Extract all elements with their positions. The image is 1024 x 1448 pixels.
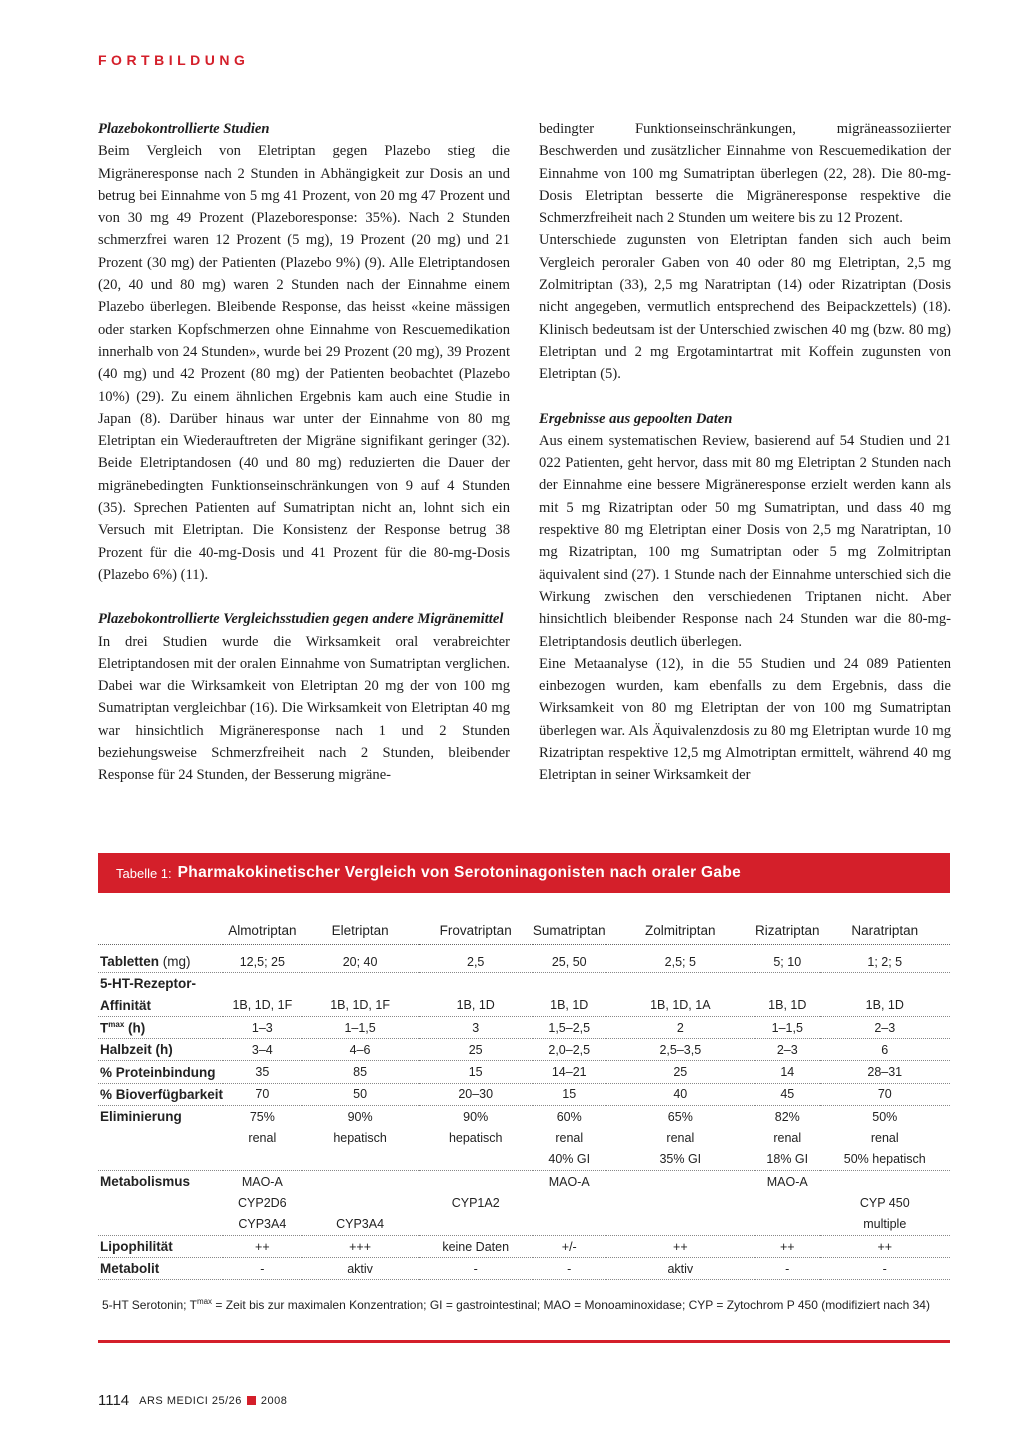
table-cell: MAO-A bbox=[766, 1174, 808, 1189]
table-cell bbox=[606, 1170, 755, 1192]
table-cell: 1,5–2,5 bbox=[533, 1016, 606, 1038]
row-label: Metabolit bbox=[98, 1258, 223, 1280]
table-row bbox=[98, 1192, 950, 1213]
table-cell: keine Daten bbox=[419, 1235, 533, 1257]
table-row bbox=[98, 1106, 950, 1128]
table-cell: 90% bbox=[347, 1109, 373, 1124]
table-cell: 50 bbox=[302, 1083, 419, 1105]
table-row bbox=[98, 1016, 950, 1038]
table-row bbox=[98, 1127, 950, 1148]
table-cell: 28–31 bbox=[820, 1061, 950, 1083]
pharmacokinetic-table bbox=[98, 916, 950, 1280]
table-cell bbox=[755, 1214, 820, 1236]
row-label: Halbzeit (h) bbox=[98, 1039, 223, 1061]
table-cell bbox=[419, 1214, 533, 1236]
table-cell: aktiv bbox=[302, 1258, 419, 1280]
table-row bbox=[98, 1235, 950, 1257]
table-cell bbox=[755, 1192, 820, 1213]
table-cell bbox=[302, 973, 419, 995]
column-header: Almotriptan bbox=[223, 916, 302, 945]
row-label: Affinität bbox=[98, 995, 223, 1017]
table-cell: 90% bbox=[463, 1109, 489, 1124]
table-cell: 14–21 bbox=[533, 1061, 606, 1083]
row-label bbox=[98, 1127, 223, 1148]
table-cell: 25 bbox=[606, 1061, 755, 1083]
table-cell: 15 bbox=[419, 1061, 533, 1083]
subheading: Plazebokontrollierte Vergleichsstudien gegen andere Migränemittel bbox=[98, 611, 504, 628]
row-label: $T^{max}$ (h) bbox=[98, 1016, 223, 1038]
table-cell bbox=[302, 1170, 419, 1192]
table-cell: 5; 10 bbox=[755, 945, 820, 973]
table-cell: 3 bbox=[419, 1016, 533, 1038]
table-cell: 50% hepatisch bbox=[820, 1149, 950, 1171]
table-row bbox=[98, 1039, 950, 1061]
journal-year: 2008 bbox=[260, 1394, 288, 1407]
table-cell: +/- bbox=[533, 1235, 606, 1257]
column-header: Eletriptan bbox=[302, 916, 419, 945]
left-column bbox=[98, 118, 510, 787]
row-label bbox=[98, 1214, 223, 1236]
table-cell: 50% bbox=[872, 1109, 898, 1124]
table-cell: 1B, 1D bbox=[533, 995, 606, 1017]
table-cell: CYP 450 bbox=[859, 1195, 910, 1210]
table-cell: - bbox=[755, 1258, 820, 1280]
table-cell: hepatisch bbox=[448, 1131, 503, 1146]
paragraph: bedingter Funktionseinschränkungen, migräneassoziierter Beschwerden und zusätzlicher Einnahme von Rescuemedikation der Einnahme von 100 mg Sumatriptan überlegen (22, 28). Die 80-mg-Dosis Eletriptan besserte die Migräneresponse respektive die Schmerzfreiheit nach 2 Stunden um weitere bis zu 12 Prozent. bbox=[539, 121, 951, 227]
table-cell: renal bbox=[248, 1131, 277, 1146]
table-cell: 4–6 bbox=[302, 1039, 419, 1061]
table-cell: renal bbox=[555, 1131, 584, 1146]
paragraph: Unterschiede zugunsten von Eletriptan fanden sich auch beim Vergleich peroraler Gaben von 40 oder 80 mg Eletriptan, 2,5 mg Zolmitriptan (33), 2,5 mg Naratriptan (14) oder Rizatriptan (Dosis nicht angegeben, vermutlich entsprechend des Beipackzettels) (18). Klinisch bedeutsam ist der Unterschied zwischen 40 mg (bzw. 80 mg) Eletriptan und 2 mg Ergotamintartrat mit Koffein zugunsten von Eletriptan (5). bbox=[539, 232, 951, 383]
table-cell: 1–1,5 bbox=[302, 1016, 419, 1038]
table-cell: renal bbox=[666, 1131, 695, 1146]
table-row bbox=[98, 973, 950, 995]
paragraph: Eine Metaanalyse (12), in die 55 Studien und 24 089 Patienten einbezogen wurden, kam ebenfalls zu dem Ergebnis, dass die Wirksamkeit von 80 mg Eletriptan der von 100 mg Sumatriptan überlegen war. Als Äquivalenzdosis zu 80 mg Eletriptan wurde 10 mg Rizatriptan respektive 12,5 mg Almotriptan ermittelt, während 40 mg Eletriptan in seiner Wirksamkeit der bbox=[539, 655, 951, 784]
table-cell: 25 bbox=[419, 1039, 533, 1061]
table-cell: CYP2D6 bbox=[238, 1195, 287, 1210]
subheading: Plazebokontrollierte Studien bbox=[98, 121, 270, 137]
table-cell: 85 bbox=[302, 1061, 419, 1083]
row-label: Tabletten (mg) bbox=[98, 945, 223, 973]
table-cell: 15 bbox=[533, 1083, 606, 1105]
table-title-bar bbox=[98, 853, 950, 893]
table-cell: ++ bbox=[755, 1235, 820, 1257]
table-cell: 18% GI bbox=[755, 1149, 820, 1171]
table-cell: 1B, 1D, 1A bbox=[606, 995, 755, 1017]
table-cell: 12,5; 25 bbox=[223, 945, 302, 973]
table-cell: CYP3A4 bbox=[223, 1214, 302, 1236]
paragraph: In drei Studien wurde die Wirksamkeit oral verabreichter Eletriptandosen mit der oralen Einnahme von Sumatriptan verglichen. Dabei war die Wirksamkeit von Eletriptan 20 mg der von 100 mg Sumatriptan vergleichbar (16). Die Wirksamkeit von Eletriptan 40 mg war hinsichtlich Migräneresponse nach 1 und 2 Stunden beziehungsweise Schmerzfreiheit nach 2 Stunden, bleibender Response für 24 Stunden, der Besserung migräne- bbox=[98, 633, 510, 784]
row-label: Metabolismus bbox=[100, 1174, 191, 1190]
table-cell: 35% GI bbox=[606, 1149, 755, 1171]
table-cell: 20; 40 bbox=[302, 945, 419, 973]
table-cell: +++ bbox=[302, 1235, 419, 1257]
table-cell: 70 bbox=[820, 1083, 950, 1105]
table-cell: 2 bbox=[606, 1016, 755, 1038]
column-header: Sumatriptan bbox=[533, 916, 606, 945]
table-cell: 60% bbox=[556, 1109, 582, 1124]
table-cell bbox=[533, 1214, 606, 1236]
table-cell: 20–30 bbox=[419, 1083, 533, 1105]
column-header: Zolmitriptan bbox=[606, 916, 755, 945]
table-cell: multiple bbox=[820, 1214, 950, 1236]
table-cell: 35 bbox=[223, 1061, 302, 1083]
table-cell: CYP3A4 bbox=[302, 1214, 419, 1236]
table-cell bbox=[606, 1192, 755, 1213]
row-label bbox=[98, 1149, 223, 1171]
table-cell: ++ bbox=[223, 1235, 302, 1257]
row-label: % Proteinbindung bbox=[98, 1061, 223, 1083]
table-cell: 2–3 bbox=[820, 1016, 950, 1038]
table-cell: CYP1A2 bbox=[451, 1195, 500, 1210]
table-row bbox=[98, 1083, 950, 1105]
paragraph: Aus einem systematischen Review, basierend auf 54 Studien und 21 022 Patienten, geht hervor, dass mit 80 mg Eletriptan 2 Stunden nach der Einnahme eine bessere Migräneresponse erzielt werden kann als mit 5 mg Rizatriptan oder 50 mg Sumatriptan, und dass 40 mg respektive 80 mg Eletriptan einer Dosis von 2,5 mg Naratriptan, 10 mg Rizatriptan, 100 mg Sumatriptan oder 5 mg Zolmitriptan äquivalent sind (27). 1 Stunde nach der Einnahme unterschied sich die Wirkung zwischen den verschiedenen Triptanen nicht. Aber hinsichtlich bleibender Response nach 24 Stunden war die 80-mg-Eletriptandosis deutlich überlegen. bbox=[539, 432, 951, 650]
column-header: Frovatriptan bbox=[419, 916, 533, 945]
table-cell: 2,5; 5 bbox=[606, 945, 755, 973]
table-cell bbox=[820, 1170, 950, 1192]
table-cell: 6 bbox=[820, 1039, 950, 1061]
row-label: 5-HT-Rezeptor- bbox=[100, 976, 197, 992]
table-cell: 2–3 bbox=[755, 1039, 820, 1061]
table-cell: 40% GI bbox=[533, 1149, 606, 1171]
corner-cell bbox=[98, 916, 223, 945]
table-cell: - bbox=[223, 1258, 302, 1280]
divider-line bbox=[98, 1340, 950, 1343]
subheading: Ergebnisse aus gepoolten Daten bbox=[539, 410, 733, 427]
table-cell: hepatisch bbox=[333, 1131, 387, 1146]
table-cell: 65% bbox=[667, 1109, 693, 1124]
right-column bbox=[539, 118, 951, 787]
table-header-row bbox=[98, 916, 950, 945]
table-cell bbox=[302, 1192, 419, 1213]
table-cell: 1B, 1D bbox=[755, 995, 820, 1017]
table-cell: 2,5 bbox=[419, 945, 533, 973]
table-cell: 1B, 1D bbox=[419, 995, 533, 1017]
table-cell: 1B, 1D, 1F bbox=[223, 995, 302, 1017]
table-cell bbox=[533, 973, 606, 995]
table-cell: - bbox=[820, 1258, 950, 1280]
table-row bbox=[98, 995, 950, 1017]
table-cell: 25, 50 bbox=[533, 945, 606, 973]
table-cell bbox=[820, 973, 950, 995]
red-square-icon bbox=[247, 1396, 256, 1405]
table-cell: aktiv bbox=[606, 1258, 755, 1280]
table-row bbox=[98, 1258, 950, 1280]
table-cell bbox=[223, 973, 302, 995]
page-number: 1114 bbox=[98, 1392, 130, 1409]
table-row bbox=[98, 1170, 950, 1192]
table-cell: 45 bbox=[755, 1083, 820, 1105]
table-cell: 75% bbox=[249, 1109, 275, 1124]
table-cell: 2,0–2,5 bbox=[533, 1039, 606, 1061]
table-cell: ++ bbox=[820, 1235, 950, 1257]
column-header: Rizatriptan bbox=[755, 916, 820, 945]
table-label: Tabelle 1: bbox=[116, 865, 172, 881]
table-row bbox=[98, 945, 950, 973]
table-cell: ++ bbox=[606, 1235, 755, 1257]
table-cell bbox=[533, 1192, 606, 1213]
journal-name: ARS MEDICI 25/26 bbox=[139, 1394, 242, 1407]
section-header: FORTBILDUNG bbox=[98, 52, 250, 68]
row-label: Lipophilität bbox=[98, 1235, 223, 1257]
table-cell: 1–1,5 bbox=[755, 1016, 820, 1038]
table-cell: 70 bbox=[223, 1083, 302, 1105]
table-footnote: 5-HT Serotonin; $T^{max}$ = Zeit bis zur maximalen Konzentration; GI = gastrointestinal; MAO = Monoaminoxidase; CYP = Zytochrom P 450 (modifiziert nach 34) bbox=[102, 1297, 930, 1312]
table-cell bbox=[606, 973, 755, 995]
table-cell bbox=[606, 1214, 755, 1236]
table-cell bbox=[302, 1149, 419, 1171]
table-row bbox=[98, 1061, 950, 1083]
table-cell: - bbox=[533, 1258, 606, 1280]
table-title: Pharmakokinetischer Vergleich von Serotoninagonisten nach oraler Gabe bbox=[177, 864, 742, 881]
table-cell: renal bbox=[773, 1131, 802, 1146]
table-cell bbox=[419, 1170, 533, 1192]
column-header: Naratriptan bbox=[820, 916, 950, 945]
table-cell: MAO-A bbox=[241, 1174, 283, 1189]
table-cell: 3–4 bbox=[223, 1039, 302, 1061]
table-cell: 82% bbox=[774, 1109, 800, 1124]
row-label bbox=[98, 1192, 223, 1213]
table-cell bbox=[223, 1149, 302, 1171]
table-cell: 2,5–3,5 bbox=[606, 1039, 755, 1061]
table-cell: - bbox=[419, 1258, 533, 1280]
table-row bbox=[98, 1214, 950, 1236]
paragraph: Beim Vergleich von Eletriptan gegen Plazebo stieg die Migräneresponse nach 2 Stunden in Abhängigkeit zur Dosis an und betrug bei Einnahme von 5 mg 41 Prozent, von 20 mg 47 Prozent und von 30 mg 49 Prozent (Plazeboresponse: 35%). Nach 2 Stunden schmerzfrei waren 12 Prozent (5 mg), 19 Prozent (20 mg) und 21 Prozent (30 mg) der Patienten (Plazebo 9%) (9). Alle Eletriptandosen (20, 40 und 80 mg) waren 2 Stunden nach der Einnahme einem Plazebo überlegen. Bleibende Response, das heisst «keine mässigen oder starken Kopfschmerzen ohne Einnahme von Rescuemedikation innerhalb von 24 Stunden», wurde bei 29 Prozent (20 mg), 39 Prozent (40 mg) und 42 Prozent (80 mg) der Patienten beobachtet (Plazebo 10%) (29). Zu einem ähnlichen Ergebnis kam auch eine Studie in Japan (8). Darüber hinaus war unter der Einnahme von 80 mg Eletriptan ein Wiederauftreten der Migräne signifikant geringer (32). Beide Eletriptandosen (40 und 80 mg) reduzierten die Dauer der migränebedingten Funktionseinschränkungen von 9 auf 4 Stunden (35). Sprechen Patienten auf Sumatriptan nicht an, lohnt sich ein Versuch mit Eletriptan. Die Konsistenz der Response betrug 38 Prozent für die 40-mg-Dosis und 41 Prozent für die 80-mg-Dosis (Plazebo 6%) (11). bbox=[98, 143, 510, 583]
table-cell: renal bbox=[870, 1131, 899, 1146]
table-cell bbox=[755, 973, 820, 995]
table-cell: 1B, 1D, 1F bbox=[302, 995, 419, 1017]
table-cell: 1B, 1D bbox=[820, 995, 950, 1017]
table-cell: 1; 2; 5 bbox=[820, 945, 950, 973]
table-cell: 14 bbox=[755, 1061, 820, 1083]
table-cell: 1–3 bbox=[223, 1016, 302, 1038]
table-cell: MAO-A bbox=[548, 1174, 590, 1189]
table-row bbox=[98, 1149, 950, 1171]
table-cell bbox=[419, 973, 533, 995]
page-footer bbox=[98, 1392, 287, 1409]
row-label: % Bioverfügbarkeit bbox=[98, 1083, 223, 1105]
table-cell: 40 bbox=[606, 1083, 755, 1105]
table-cell bbox=[419, 1149, 533, 1171]
row-label: Eliminierung bbox=[100, 1109, 182, 1125]
